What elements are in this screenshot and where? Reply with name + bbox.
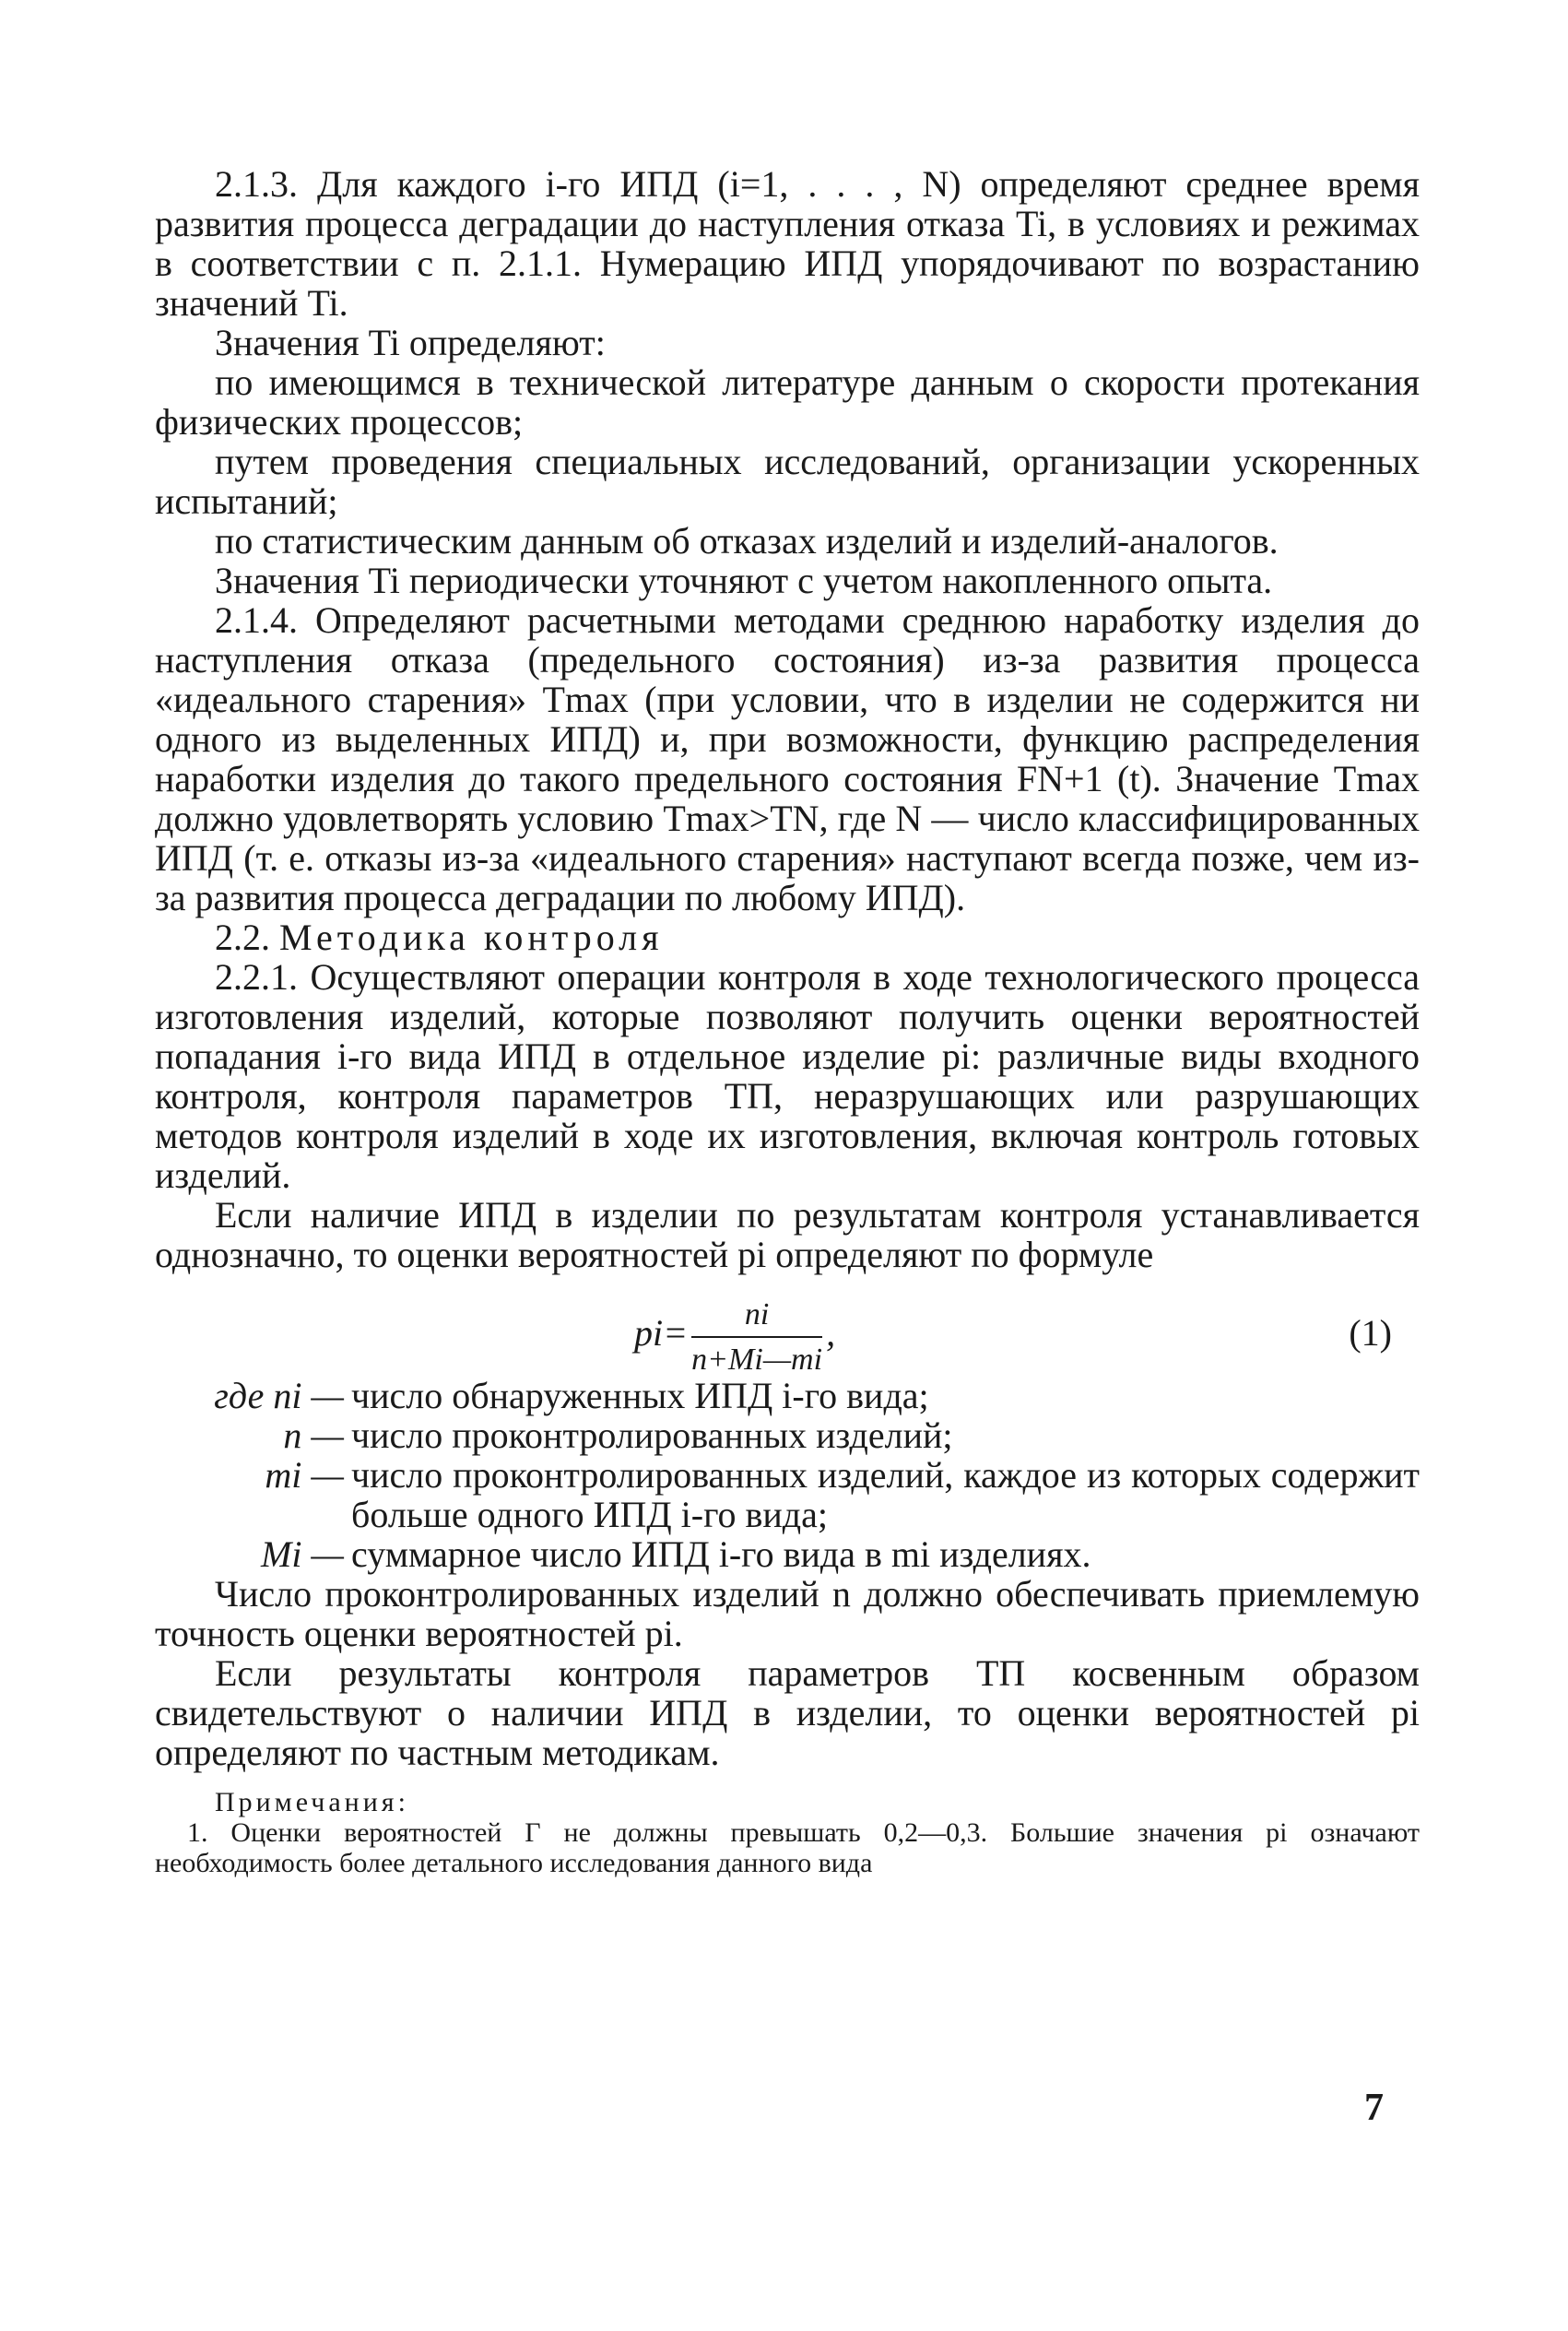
body-text	[155, 164, 1420, 1878]
list-item-statistics: по статистическим данным об отказах изделий и изделий-аналогов.	[215, 520, 1279, 562]
formula-denominator: n+Mi—mi	[691, 1343, 823, 1377]
formula-lhs: pi=	[634, 1312, 689, 1355]
legend-row	[155, 1376, 1420, 1415]
legend-text: суммарное число ИПД i-го вида в mi изделиях.	[351, 1533, 1091, 1575]
list-item-research: путем проведения специальных исследований, организации ускоренных испытаний;	[155, 441, 1420, 522]
formula-tail: ,	[826, 1312, 836, 1355]
legend-row	[155, 1534, 1420, 1574]
section-title: Методика контроля	[279, 917, 664, 958]
paragraph-indirect: Если результаты контроля параметров ТП косвенным образом свидетельствуют о наличии ИПД в изделии, то оценки вероятностей pi определяют по частным методикам.	[155, 1652, 1420, 1773]
legend-key: Mi —	[261, 1533, 344, 1575]
paragraph-sample-size: Число проконтролированных изделий n должно обеспечивать приемлемую точность оценки вероятностей pi.	[155, 1573, 1420, 1654]
legend-key: где ni —	[214, 1375, 344, 1416]
legend-text: число проконтролированных изделий, каждое из которых содержит больше одного ИПД i-го вида;	[351, 1454, 1420, 1535]
formula-number: (1)	[1349, 1312, 1392, 1354]
formula-1	[155, 1274, 1420, 1376]
formula-numerator: ni	[691, 1295, 822, 1338]
legend-key: n —	[283, 1414, 344, 1456]
notes-title: Примечания:	[215, 1787, 409, 1817]
legend-row	[155, 1455, 1420, 1534]
page-number: 7	[1364, 2087, 1384, 2129]
legend-text: число обнаруженных ИПД i-го вида;	[351, 1375, 929, 1416]
legend-row	[155, 1415, 1420, 1455]
list-item-literature: по имеющимся в технической литературе данным о скорости протекания физических процессов;	[155, 361, 1420, 443]
paragraph-2-1-4: 2.1.4. Определяют расчетными методами среднюю наработку изделия до наступления отказа (предельного состояния) из-за развития процесса «идеального старения» Tmax (при условии, что в изделии не содержится ни одного из выделенных ИПД) и, при возможности, функцию распределения наработки изделия до такого предельного состояния FN+1 (t). Значение Tmax должно удовлетворять условию Tmax>TN, где N — число классифицированных ИПД (т. е. отказы из-за «идеального старения» наступают всегда позже, чем из-за развития процесса деградации по любому ИПД).	[155, 599, 1420, 918]
notes-block	[155, 1787, 1420, 1878]
paragraph-values-ti: Значения Ti определяют:	[215, 322, 606, 363]
legend-text: число проконтролированных изделий;	[351, 1414, 953, 1456]
legend-key: mi —	[265, 1454, 344, 1496]
paragraph-refine-ti: Значения Ti периодически уточняют с учетом накопленного опыта.	[215, 560, 1273, 601]
paragraph-formula-intro: Если наличие ИПД в изделии по результатам контроля устанавливается однозначно, то оценки вероятностей pi определяют по формуле	[155, 1194, 1420, 1275]
section-number: 2.2.	[215, 917, 270, 958]
section-heading	[155, 917, 1420, 957]
formula-fraction	[691, 1295, 822, 1379]
formula-body	[634, 1295, 835, 1379]
note-1: 1. Оценки вероятностей Г не должны превышать 0,2—0,3. Большие значения pi означают необходимость более детального исследования данного вида	[155, 1817, 1420, 1878]
formula-legend	[155, 1376, 1420, 1574]
paragraph-2-2-1: 2.2.1. Осуществляют операции контроля в ходе технологического процесса изготовления изделий, которые позволяют получить оценки вероятностей попадания i-го вида ИПД в отдельное изделие pi: различные виды входного контроля, контроля параметров ТП, неразрушающих или разрушающих методов контроля изделий в ходе их изготовления, включая контроль готовых изделий.	[155, 956, 1420, 1196]
paragraph-2-1-3: 2.1.3. Для каждого i-го ИПД (i=1, . . . , N) определяют среднее время развития процесса деградации до наступления отказа Ti, в условиях и режимах в соответствии с п. 2.1.1. Нумерацию ИПД упорядочивают по возрастанию значений Ti.	[155, 163, 1420, 324]
